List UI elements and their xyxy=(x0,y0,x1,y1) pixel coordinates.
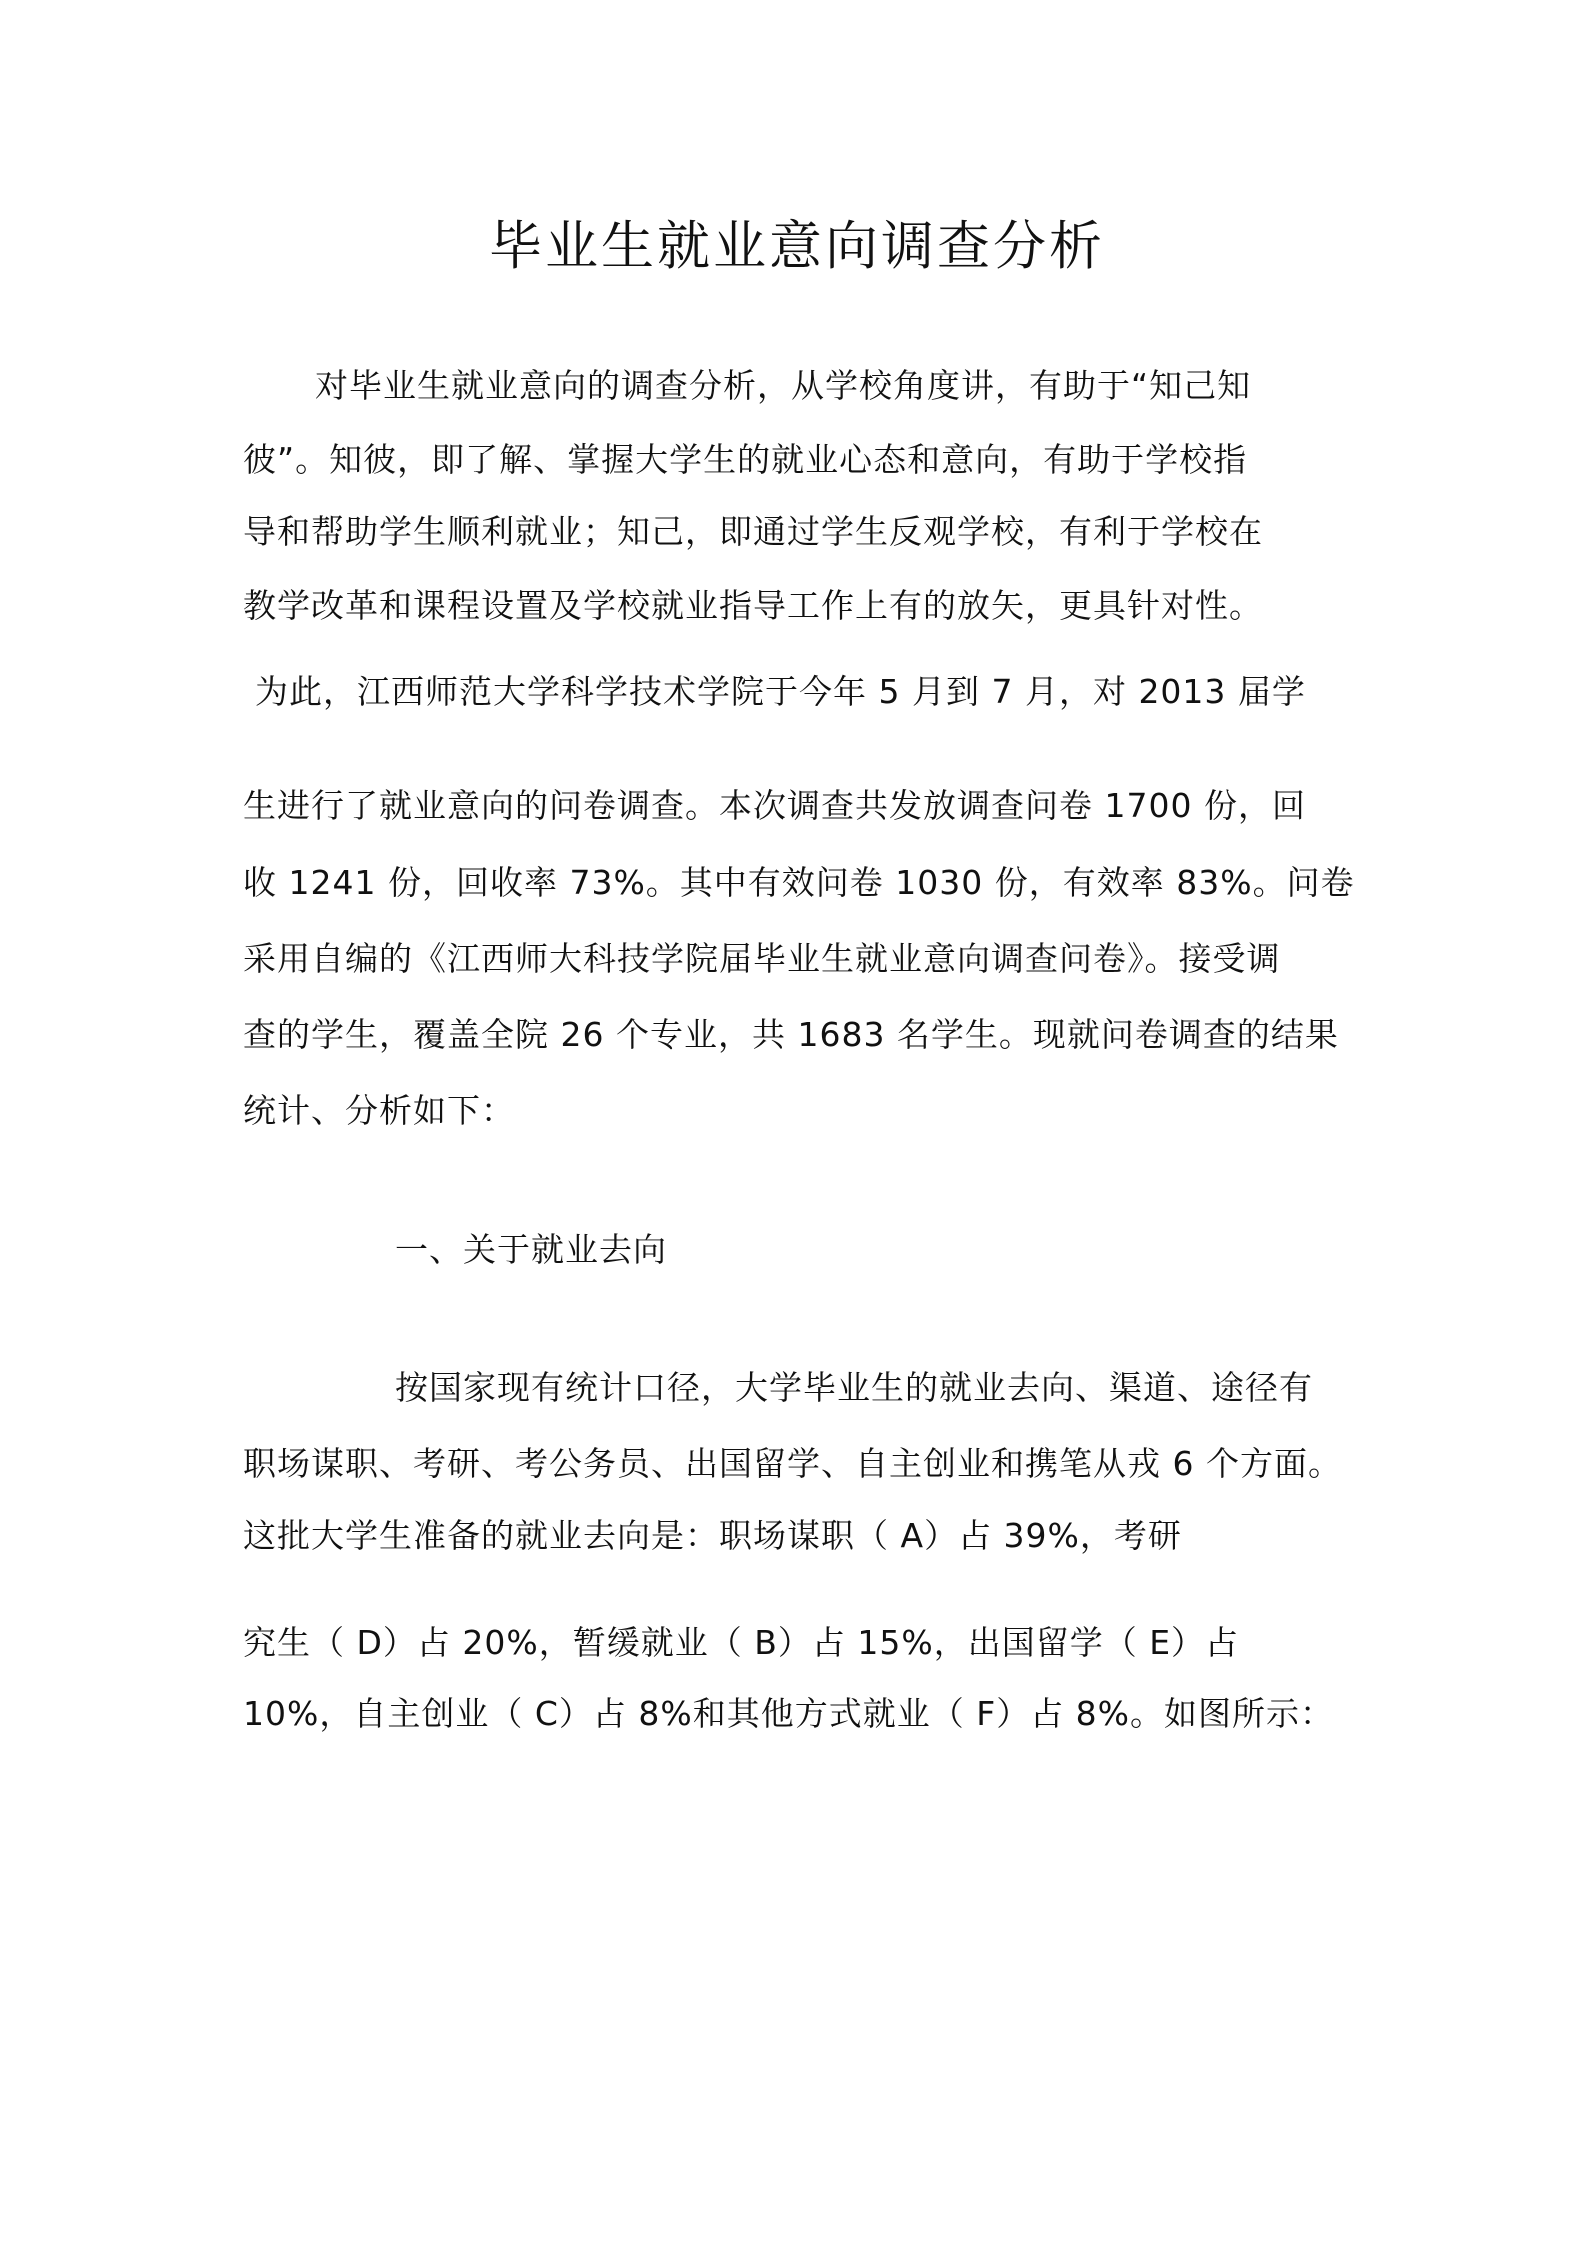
intro-line-3: 导和帮助学生顺利就业；知己，即通过学生反观学校，有利于学校在 xyxy=(243,512,1263,551)
survey-line-5: 查的学生，覆盖全院 26 个专业，共 1683 名学生。现就问卷调查的结果 xyxy=(243,1015,1339,1054)
direction-line-2: 职场谋职、考研、考公务员、出国留学、自主创业和携笔从戎 6 个方面。 xyxy=(243,1444,1342,1483)
section-heading: 一、关于就业去向 xyxy=(395,1230,667,1269)
survey-line-4: 采用自编的《江西师大科技学院届毕业生就业意向调查问卷》。接受调 xyxy=(243,939,1281,978)
survey-line-2: 生进行了就业意向的问卷调查。本次调查共发放调查问卷 1700 份，回 xyxy=(243,786,1306,825)
direction-line-3: 这批大学生准备的就业去向是：职场谋职（ A）占 39%，考研 xyxy=(243,1516,1182,1555)
direction-line-1: 按国家现有统计口径，大学毕业生的就业去向、渠道、途径有 xyxy=(395,1368,1313,1407)
survey-line-1: 为此，江西师范大学科学技术学院于今年 5 月到 7 月，对 2013 届学 xyxy=(255,672,1306,711)
survey-line-3: 收 1241 份，回收率 73%。其中有效问卷 1030 份，有效率 83%。问卷 xyxy=(243,863,1355,902)
intro-line-2: 彼”。知彼，即了解、掌握大学生的就业心态和意向，有助于学校指 xyxy=(243,440,1248,479)
intro-line-4: 教学改革和课程设置及学校就业指导工作上有的放矢，更具针对性。 xyxy=(243,586,1263,625)
intro-line-1: 对毕业生就业意向的调查分析，从学校角度讲，有助于“知己知 xyxy=(315,366,1252,405)
survey-line-6: 统计、分析如下： xyxy=(243,1091,515,1130)
results-line-1: 究生（ D）占 20%，暂缓就业（ B）占 15%，出国留学（ E）占 xyxy=(243,1623,1240,1662)
document-title: 毕业生就业意向调查分析 xyxy=(489,216,1105,277)
results-line-2: 10%，自主创业（ C）占 8%和其他方式就业（ F）占 8%。如图所示： xyxy=(243,1694,1335,1733)
